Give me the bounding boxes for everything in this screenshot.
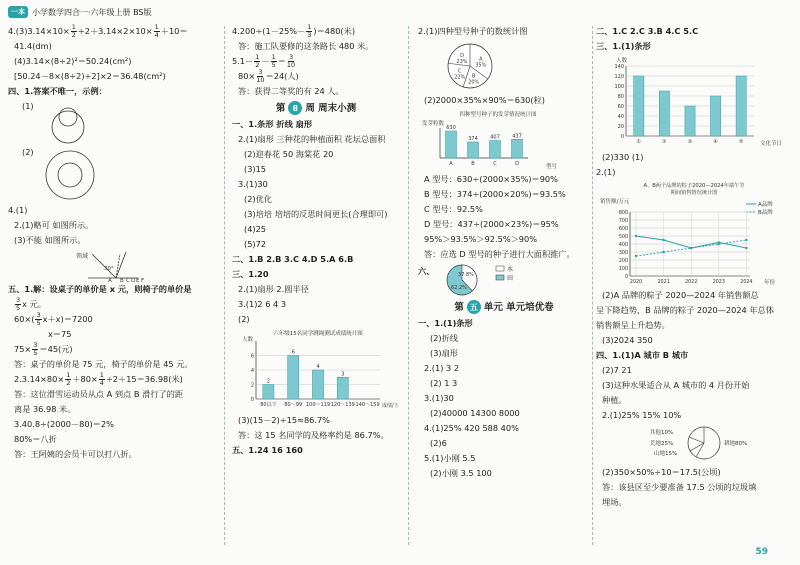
y-tick-label: 6 (250, 353, 254, 360)
answer-line: (3)扇形 (430, 348, 458, 358)
answer-line: 2.(1)扇形 三种花的种植面积 花坛总面积 (238, 134, 386, 144)
x-tick-label: ⑤ (738, 139, 744, 145)
answer-line: x＝75 (48, 329, 72, 339)
x-tick-label: 100～119 (305, 402, 331, 408)
chart-title: A、B两个品牌的粽子2020—2024年端午节 (643, 183, 745, 189)
pie-slice-label: A (479, 56, 483, 63)
answer-line: (2) (238, 314, 250, 324)
bar (288, 356, 299, 400)
axis-label: 销售额/万元 (600, 199, 630, 205)
pie-slice-label: B (472, 73, 476, 80)
answer-line: (2)7 21 (602, 365, 632, 375)
y-tick-label: 2 (250, 382, 254, 389)
answer-line: 2.(1)略可 如图所示。 (14, 220, 94, 230)
answer-line: 3.(1)30 (424, 393, 454, 403)
answer-line: 答：施工队要修的这条路长 480 米。 (238, 41, 374, 51)
figure-label: C (126, 278, 130, 282)
book-title: 小学数学四合一·六年级上册 BS版 (32, 7, 152, 17)
x-tick-label: C (493, 161, 497, 167)
answer-line: (4)3.14×(8÷2)²＝50.24(cm²) (14, 56, 132, 66)
y-tick-label: 60 (617, 104, 624, 110)
answer-line: 销售额呈上升趋势。 (596, 320, 670, 330)
x-tick-label: 2021 (657, 280, 670, 285)
answer-line: 一、1.条形 折线 扇形 (232, 119, 313, 129)
pie-slice-label: C (458, 68, 462, 75)
y-tick-label: 40 (617, 114, 624, 120)
data-point (662, 251, 664, 253)
circle-figure (38, 99, 128, 145)
data-point (690, 247, 692, 249)
y-tick-label: 100 (618, 267, 628, 272)
x-tick-label: 2024 (740, 280, 753, 285)
answer-line: 2.3.14×80× $\frac{1}{2}$ ＋80× $\frac{1}{4}$ ÷2＋15＝36.98(米) (14, 371, 183, 387)
answer-line: (3)2024 350 (602, 335, 653, 345)
y-tick-label: 0 (250, 397, 254, 403)
figure-circles-2: (2) (8, 145, 220, 203)
week-number-badge: 8 (288, 101, 302, 115)
legend-label: 水 (507, 266, 514, 273)
answer-line: 2.(1) (596, 167, 616, 177)
unit-number-badge: 五 (467, 300, 481, 314)
x-tick-label: 2023 (712, 280, 725, 285)
y-tick-label: 0 (624, 275, 628, 280)
answer-line: 3.40.8÷(2000－80)＝2% (14, 419, 114, 429)
figure-label: 领域 (76, 253, 89, 260)
x-tick-label: ③ (687, 139, 693, 145)
data-point (745, 239, 747, 241)
axis-label: 成绩/下 (382, 403, 399, 409)
bar (736, 76, 746, 136)
answer-line: 四、1.(1)A 城市 B 城市 (596, 350, 689, 360)
y-tick-label: 200 (618, 259, 628, 264)
bar (685, 106, 695, 136)
x-tick-label: 80～99 (284, 402, 303, 408)
answer-line: 3.(1)30 (238, 179, 268, 189)
bar (710, 96, 720, 136)
answer-line: 二、1.C 2.C 3.B 4.C 5.C (596, 26, 699, 36)
answer-line: 答：获得二等奖的有 24 人。 (238, 86, 344, 96)
page-header (8, 4, 152, 20)
answer-line: 60×( $\frac{3}{5}$ x＋x)＝7200 (14, 311, 93, 327)
data-label: 6 (291, 349, 295, 356)
series-badge: 一本 (8, 6, 28, 18)
fraction: $\frac{1}{4}$ (154, 23, 159, 39)
y-tick-label: 700 (618, 219, 628, 224)
column-divider (592, 26, 593, 545)
answer-line: (2)迎春花 50 海棠花 20 (244, 149, 334, 159)
answer-line: (2)A 品牌的粽子 2020—2024 年销售额总 (602, 290, 759, 300)
answer-line: (2)小刚 3.5 100 (430, 468, 492, 478)
answer-line: (3)培培 培培的反思时间更长(合理即可) (244, 209, 388, 219)
figure-circles-1: (1) (8, 99, 220, 145)
water-field-pie-chart (434, 262, 554, 298)
chart-title: 期间销售情况统计图 (670, 190, 718, 196)
pie-slice-value: 62.2% (451, 285, 467, 291)
y-tick-label: 120 (614, 74, 624, 80)
x-tick-label: A (449, 161, 453, 167)
column-divider (224, 26, 225, 545)
answer-line: 答：这 15 名同学的及格率约是 86.7%。 (238, 430, 389, 440)
answer-column-2 (232, 24, 400, 458)
column-divider (408, 26, 409, 545)
answer-line: 80× $\frac{3}{10}$ ＝24(人) (238, 68, 299, 84)
y-tick-label: 500 (618, 235, 628, 240)
answer-line: 答：该县区至少要准备 17.5 公顷的垃圾填 (602, 482, 757, 492)
answer-line: (2)折线 (430, 333, 458, 343)
y-tick-label: 100 (614, 84, 624, 90)
figure-label: 30° (104, 266, 114, 272)
answer-line: 3.(1)2 6 4 3 (238, 299, 287, 309)
data-label: 4 (316, 364, 320, 370)
answer-line: 95%＞93.5%＞92.5%＞90% (424, 234, 537, 244)
x-tick-label: ② (662, 139, 667, 145)
answer-line: 4.(3)3.14×10× $\frac{1}{2}$ ÷2＋3.14×2×10× $\frac{1}{4}$ ＋10＝ (8, 23, 188, 39)
x-tick-label: D (515, 161, 519, 167)
answer-line: 离是 36.98 米。 (14, 404, 76, 414)
answer-line: 三、1.(1)条形 (596, 41, 651, 51)
circle-figure (38, 145, 128, 203)
x-tick-label: 120～139 (330, 402, 355, 408)
data-label: 630 (446, 125, 456, 131)
bar (446, 131, 457, 158)
x-tick-label: 80以下 (260, 402, 277, 408)
angle-figure (8, 248, 220, 282)
bar (659, 91, 669, 136)
answer-line: 五、1.解：设桌子的单价是 x 元，则椅子的单价是 (8, 284, 192, 294)
x-tick-label: 2022 (685, 280, 698, 285)
y-tick-label: 400 (618, 243, 628, 248)
jump-rope-bar-chart (232, 327, 400, 413)
figure-label: F (141, 278, 145, 282)
y-tick-label: 80 (617, 94, 624, 100)
x-tick-label: 2020 (629, 280, 643, 285)
pie-slice-value: 20% (468, 79, 480, 86)
answer-line: A 型号：630÷(2000×35%)＝90% (424, 174, 558, 184)
answer-line: [50.24－8×(8÷2)÷2]×2＝36.48(cm²) (14, 71, 166, 81)
answer-line: 答：应选 D 型号的种子进行大面积推广。 (424, 249, 575, 259)
data-point (718, 243, 720, 245)
answer-column-1 (8, 24, 220, 462)
answer-line: 80%＝八折 (14, 434, 57, 444)
data-label: 374 (468, 135, 478, 142)
answer-line: 呈下降趋势，B 品牌的粽子 2020—2024 年总体 (596, 305, 774, 315)
data-point (662, 239, 664, 241)
answer-line: 75× $\frac{3}{5}$ ＝45(元) (14, 341, 73, 357)
bar (337, 377, 348, 399)
answer-line: (2)330 (1) (602, 152, 644, 162)
answer-line: 三、1.20 (232, 269, 269, 279)
pie-slice-value: 22% (454, 74, 466, 81)
data-label: 2 (266, 378, 270, 385)
y-tick-label: 600 (618, 227, 628, 232)
data-point (745, 247, 747, 249)
data-point (635, 255, 637, 257)
bar (634, 76, 644, 136)
pie-slice-label: D (460, 52, 464, 59)
data-label: 407 (490, 134, 500, 141)
x-tick-label: B (471, 161, 475, 167)
answer-line: 埋场。 (602, 497, 627, 507)
answer-line: 五、1.24 16 160 (232, 445, 303, 455)
pie-label: 其他10% (650, 430, 674, 436)
section-title-unit: 第 五 单元 单元培优卷 (454, 301, 554, 313)
y-tick-label: 800 (618, 211, 628, 216)
land-use-pie-chart (596, 423, 792, 465)
legend-label: B品牌 (758, 210, 773, 216)
answer-line: $\frac{3}{5}$ x 元。 (16, 296, 46, 312)
zongzi-sales-line-chart (596, 180, 792, 288)
answer-line: 4.(1) (8, 205, 28, 215)
axis-label: 人数 (616, 58, 628, 64)
answer-line: 答：王阿姨的会员卡可以打八折。 (14, 449, 137, 459)
figure-label: A (108, 278, 112, 282)
answer-line: (2)350×50%÷10＝17.5(公顷) (602, 467, 721, 477)
answer-line: 2.(1)四种型号种子的数统计图 (418, 26, 528, 36)
answer-line: (2)40000 14300 8000 (430, 408, 520, 418)
bar (263, 385, 274, 400)
answer-line: B 型号：374÷(2000×20%)＝93.5% (424, 189, 566, 199)
answer-column-4 (596, 24, 792, 510)
answer-line: (3)这种水果适合从 A 城市的 4 月份开始 (602, 380, 750, 390)
y-tick-label: 4 (250, 368, 254, 374)
legend-label: 田 (507, 275, 514, 282)
answer-line: (3)不能 如图所示。 (14, 235, 86, 245)
answer-line: D 型号：437÷(2000×23%)＝95% (424, 219, 559, 229)
data-label: 437 (512, 133, 522, 140)
bar (468, 142, 479, 158)
seed-germination-bar-chart (418, 108, 590, 172)
answer-line: (3)(15－2)÷15≈86.7% (238, 415, 330, 425)
x-tick-label: ④ (713, 139, 718, 145)
x-tick-label: 140～159 (355, 402, 380, 408)
answer-line: 5.1－ $\frac{1}{2}$ － $\frac{1}{5}$ ＝ $\frac{3}{10}$ (232, 53, 296, 69)
data-label: 3 (341, 371, 345, 378)
bar (312, 370, 323, 399)
pie-slice-value: 37.8% (458, 272, 474, 278)
legend-swatch-water (496, 266, 504, 271)
answer-line: 种植。 (602, 395, 627, 405)
axis-label: 型号 (546, 164, 558, 170)
answer-column-3 (418, 24, 590, 481)
y-tick-label: 0 (620, 134, 624, 140)
culture-festival-bar-chart (596, 54, 792, 150)
answer-line: (2) 1 3 (430, 378, 458, 388)
y-tick-label: 140 (614, 64, 624, 70)
answer-line: 答：桌子的单价是 75 元，椅子的单价是 45 元。 (14, 359, 193, 369)
answer-line: (2)2000×35%×90%＝630(粒) (424, 95, 545, 105)
section-title-week: 第 8 周 周末小测 (275, 102, 357, 114)
pie-slice-value: 35% (475, 62, 487, 69)
answer-line: C 型号：92.5% (424, 204, 483, 214)
pie-label: 耕地80% (724, 441, 748, 447)
answer-line: 4.(1)25% 420 588 40% (424, 423, 519, 433)
page-number: 59 (755, 547, 768, 557)
figure-label: B (120, 278, 124, 282)
y-tick-label: 300 (618, 251, 628, 256)
answer-line: 2.(1) 3 2 (424, 363, 460, 373)
y-tick-label: 20 (617, 124, 624, 130)
chart-title: 四种型号种子的发芽情况统计图 (459, 112, 537, 118)
axis-label: 年份 (764, 280, 776, 286)
water-field-figure: 六、 水 田 37.8% 62.2% (418, 262, 590, 298)
answer-line: (4)25 (244, 224, 267, 234)
answer-line: 4.200÷(1－25%－ $\frac{1}{3}$ )＝480(米) (232, 23, 356, 39)
pie-label: 荒地25% (650, 441, 674, 447)
legend-swatch-field (496, 275, 504, 280)
answer-line: 一、1.(1)条形 (418, 318, 473, 328)
axis-label: 文化节日 (760, 141, 783, 147)
axis-label: 人数 (242, 337, 254, 343)
figure-label: D (131, 278, 136, 282)
answer-line: (2)6 (430, 438, 447, 448)
bar (512, 139, 523, 158)
answer-line: (5)72 (244, 239, 267, 249)
axis-label: 发芽粒数 (422, 121, 445, 127)
answer-line: (2)优化 (244, 194, 272, 204)
pie-slice-value: 23% (456, 58, 468, 65)
answer-line: 答：这位滑雪运动员从点 A 到点 B 滑行了的距 (14, 389, 184, 399)
answer-line: 四、1.答案不唯一，示例： (8, 86, 107, 96)
chart-title: 六年级15名同学跳绳测试成绩统计图 (273, 331, 363, 337)
answer-line: 2.(1)扇形 2.圆半径 (238, 284, 309, 294)
answer-line: 41.4(dm) (14, 41, 52, 51)
legend-label: A品牌 (758, 202, 773, 208)
data-point (635, 235, 637, 237)
answer-line: 2.(1)25% 15% 10% (602, 410, 682, 420)
answer-line: (3)15 (244, 164, 267, 174)
seed-type-pie-chart (418, 39, 590, 93)
figure-label: E (136, 278, 140, 282)
x-tick-label: ① (636, 139, 642, 145)
pie-label: 山地15% (654, 451, 678, 457)
bar (490, 141, 501, 158)
answer-line: 二、1.B 2.B 3.C 4.D 5.A 6.B (232, 254, 354, 264)
answer-line: 5.(1)小刚 5.5 (424, 453, 476, 463)
fraction: $\frac{1}{2}$ (71, 23, 76, 39)
